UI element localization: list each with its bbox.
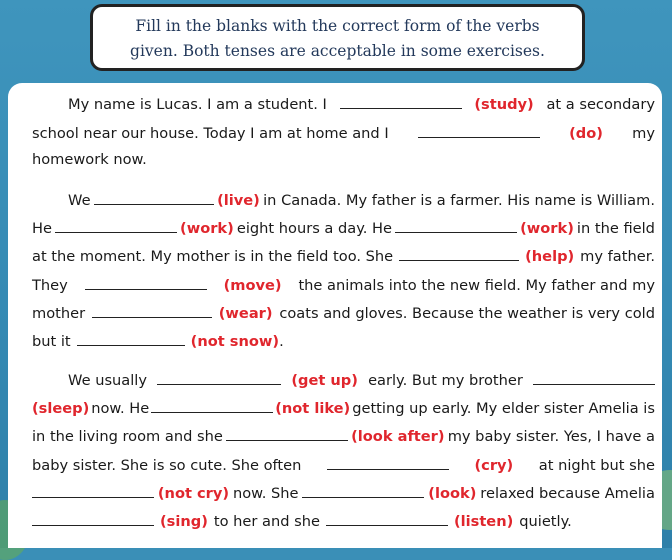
- sentence-text: to her and she: [213, 513, 320, 530]
- verb-hint: (help): [525, 248, 575, 265]
- answer-blank[interactable]: [302, 483, 424, 498]
- answer-blank[interactable]: [418, 123, 540, 138]
- sentence-text: relaxed because Amelia: [480, 485, 655, 502]
- text-line: [32, 94, 655, 114]
- text-line: [32, 190, 655, 210]
- sentence-text: My name is Lucas. I am a student. I: [68, 96, 327, 113]
- verb-hint: (look): [428, 485, 477, 502]
- verb-hint: (get up): [291, 372, 358, 389]
- sentence-text: mother: [32, 305, 86, 322]
- answer-blank[interactable]: [32, 511, 154, 526]
- sentence-text: getting up early. My elder sister Amelia is: [352, 400, 655, 417]
- answer-blank[interactable]: [85, 275, 207, 290]
- sentence-text: coats and gloves. Because the weather is very cold: [279, 305, 655, 322]
- sentence-text: We: [68, 192, 91, 209]
- sentence-text: now. She: [232, 485, 299, 502]
- sentence-text: We usually: [68, 372, 147, 389]
- answer-blank[interactable]: [157, 370, 281, 385]
- sentence-text: in the living room and she: [32, 428, 223, 445]
- text-line: [32, 398, 655, 418]
- sentence-text: at the moment. My mother is in the field too. She: [32, 248, 394, 265]
- text-line: [32, 303, 655, 323]
- answer-blank[interactable]: [326, 511, 448, 526]
- sentence-text: .: [279, 333, 284, 350]
- answer-blank[interactable]: [151, 398, 273, 413]
- sentence-text: at night but she: [538, 457, 655, 474]
- sentence-text: They: [32, 277, 68, 294]
- text-line: [32, 246, 655, 266]
- sentence-text: my: [632, 125, 655, 142]
- text-line: [32, 218, 655, 238]
- text-line: [32, 151, 655, 171]
- verb-hint: (not cry): [157, 485, 230, 502]
- sentence-text: in Canada. My father is a farmer. His name is William.: [263, 192, 655, 209]
- answer-blank[interactable]: [77, 331, 185, 346]
- instruction-line-2: given. Both tenses are acceptable in some exercises.: [130, 42, 545, 60]
- text-line: [32, 275, 655, 295]
- instruction-line-1: Fill in the blanks with the correct form of the verbs: [135, 17, 540, 35]
- answer-blank[interactable]: [327, 455, 449, 470]
- verb-hint: (sleep): [32, 400, 90, 417]
- sentence-text: now. He: [91, 400, 150, 417]
- verb-hint: (work): [180, 220, 234, 237]
- verb-hint: (sing): [160, 513, 208, 530]
- answer-blank[interactable]: [226, 426, 348, 441]
- verb-hint: (study): [474, 96, 534, 113]
- answer-blank[interactable]: [32, 483, 154, 498]
- sentence-text: homework now.: [32, 151, 147, 168]
- answer-blank[interactable]: [94, 190, 214, 205]
- sentence-text: at a secondary: [546, 96, 655, 113]
- answer-blank[interactable]: [92, 303, 212, 318]
- text-line: [32, 483, 655, 503]
- answer-blank[interactable]: [399, 246, 519, 261]
- verb-hint: (not snow): [190, 333, 280, 350]
- answer-blank[interactable]: [55, 218, 177, 233]
- verb-hint: (not like): [275, 400, 351, 417]
- sentence-text: eight hours a day. He: [236, 220, 393, 237]
- sentence-text: but it: [32, 333, 71, 350]
- verb-hint: (cry): [474, 457, 514, 474]
- sentence-text: early. But my brother: [368, 372, 523, 389]
- sentence-text: baby sister. She is so cute. She often: [32, 457, 302, 474]
- verb-hint: (do): [569, 125, 603, 142]
- sentence-text: school near our house. Today I am at home and I: [32, 125, 389, 142]
- answer-blank[interactable]: [533, 370, 655, 385]
- verb-hint: (listen): [453, 513, 514, 530]
- sentence-text: my baby sister. Yes, I have a: [447, 428, 655, 445]
- text-line: [32, 511, 655, 531]
- sentence-text: my father.: [580, 248, 655, 265]
- verb-hint: (work): [520, 220, 574, 237]
- sentence-text: in the field: [576, 220, 655, 237]
- verb-hint: (live): [217, 192, 260, 209]
- sentence-text: He: [32, 220, 52, 237]
- text-line: [32, 370, 655, 390]
- answer-blank[interactable]: [340, 94, 462, 109]
- answer-blank[interactable]: [395, 218, 517, 233]
- sentence-text: quietly.: [519, 513, 572, 530]
- text-line: [32, 123, 655, 143]
- instruction-box: [90, 4, 585, 71]
- text-line: [32, 331, 655, 351]
- verb-hint: (wear): [218, 305, 273, 322]
- sentence-text: the animals into the new field. My father and my: [298, 277, 655, 294]
- verb-hint: (move): [223, 277, 282, 294]
- exercise-card: [8, 83, 662, 548]
- text-line: [32, 426, 655, 446]
- text-line: [32, 455, 655, 475]
- verb-hint: (look after): [351, 428, 445, 445]
